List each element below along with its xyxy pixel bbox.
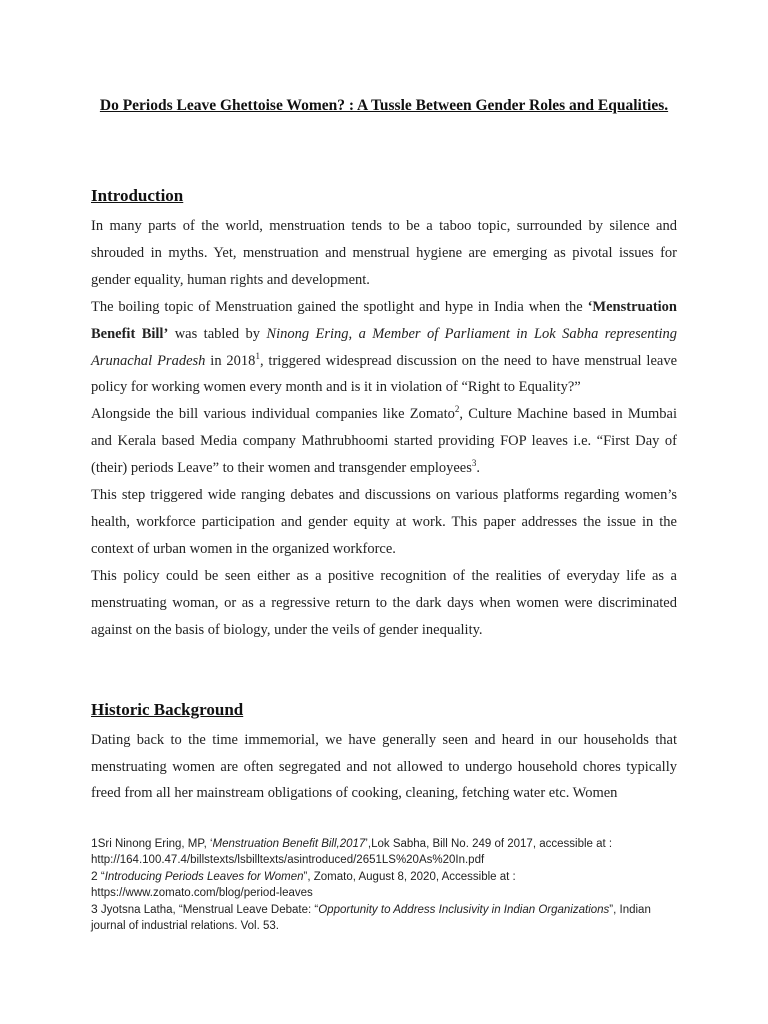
intro-p2-text-c: in 2018 bbox=[205, 352, 256, 369]
intro-p2-text-d: , triggered widespread discussion on the need to have menstrual leave policy for working women every month and is it in violation of “Right to Equality?” bbox=[91, 352, 678, 396]
footnote-ref-1: 1 bbox=[255, 350, 260, 361]
footnote-ref-3: 3 bbox=[471, 458, 477, 469]
page-title: Do Periods Leave Ghettoise Women? : A Tussle Between Gender Roles and Equalities. bbox=[99, 97, 669, 114]
intro-paragraph-3 bbox=[91, 401, 677, 482]
footnote-1 bbox=[91, 835, 677, 868]
intro-p2-text-a: The boiling topic of Menstruation gained the spotlight and hype in India when the bbox=[91, 298, 588, 315]
mp-description: Ninong Ering, a Member of Parliament in Lok Sabha representing Arunachal Pradesh bbox=[91, 325, 677, 369]
intro-p3-text-c: . bbox=[476, 460, 481, 477]
footnote-ref-2: 2 bbox=[454, 404, 460, 415]
footnotes bbox=[91, 835, 677, 934]
footnote-3-italic: Opportunity to Address Inclusivity in Indian Organizations bbox=[318, 904, 610, 916]
footnote-2-text-a: “ bbox=[97, 871, 105, 883]
footnote-2-number: 2 bbox=[91, 869, 98, 883]
footnote-2-italic: Introducing Periods Leaves for Women bbox=[104, 871, 304, 883]
footnote-3-number: 3 bbox=[91, 902, 98, 916]
footnote-3-text-b: ”, Indian journal of industrial relations. Vol. 53. bbox=[91, 904, 651, 932]
intro-p2-text-b: was tabled by bbox=[168, 325, 267, 342]
bill-name: ‘Menstruation Benefit Bill’ bbox=[91, 298, 677, 342]
intro-paragraph-1: In many parts of the world, menstruation tends to be a taboo topic, surrounded by silence and shrouded in myths. Yet, menstruation and menstrual hygiene are emerging as pivotal issues for gender equality, human rights and development. bbox=[91, 218, 677, 288]
footnote-2 bbox=[91, 868, 677, 901]
intro-paragraph-5: This policy could be seen either as a positive recognition of the realities of everyday life as a menstruating woman, or as a regressive return to the dark days when women were discriminated against on the basis of biology, under the veils of gender inequality. bbox=[91, 567, 677, 638]
introduction-body bbox=[91, 213, 677, 644]
footnote-3 bbox=[91, 901, 677, 934]
footnote-1-text-b: ’,Lok Sabha, Bill No. 249 of 2017, accessible at : http://164.100.47.4/billstexts/lsbilltexts/asintroduced/2651LS%20As%20In.pdf bbox=[91, 838, 613, 866]
intro-p3-text-a: Alongside the bill various individual companies like Zomato bbox=[91, 406, 455, 423]
intro-paragraph-4: This step triggered wide ranging debates and discussions on various platforms regarding women’s health, workforce participation and gender equity at work. This paper addresses the issue in the context of urban women in the organized workforce. bbox=[91, 487, 677, 557]
footnote-1-text-a: Sri Ninong Ering, MP, ‘ bbox=[97, 838, 213, 850]
footnote-1-italic: Menstruation Benefit Bill,2017 bbox=[212, 838, 366, 850]
historic-background-body bbox=[91, 727, 677, 807]
historic-paragraph-1: Dating back to the time immemorial, we have generally seen and heard in our households that menstruating women are often segregated and not allowed to undergo household chores typically freed from all her mainstream obligations of cooking, cleaning, fetching water etc. Women bbox=[91, 732, 677, 801]
historic-background-heading: Historic Background bbox=[91, 700, 244, 719]
footnote-3-text-a: Jyotsna Latha, “Menstrual Leave Debate: “ bbox=[97, 904, 319, 916]
intro-p3-text-b: , Culture Machine based in Mumbai and Kerala based Media company Mathrubhoomi started providing FOP leaves i.e. “First Day of (their) periods Leave” to their women and transgender employees bbox=[91, 406, 677, 477]
footnote-2-text-b: ”, Zomato, August 8, 2020, Accessible at : https://www.zomato.com/blog/period-leaves bbox=[91, 871, 516, 899]
intro-paragraph-2 bbox=[91, 294, 677, 402]
footnote-1-number: 1 bbox=[91, 836, 98, 850]
introduction-heading: Introduction bbox=[91, 186, 184, 205]
